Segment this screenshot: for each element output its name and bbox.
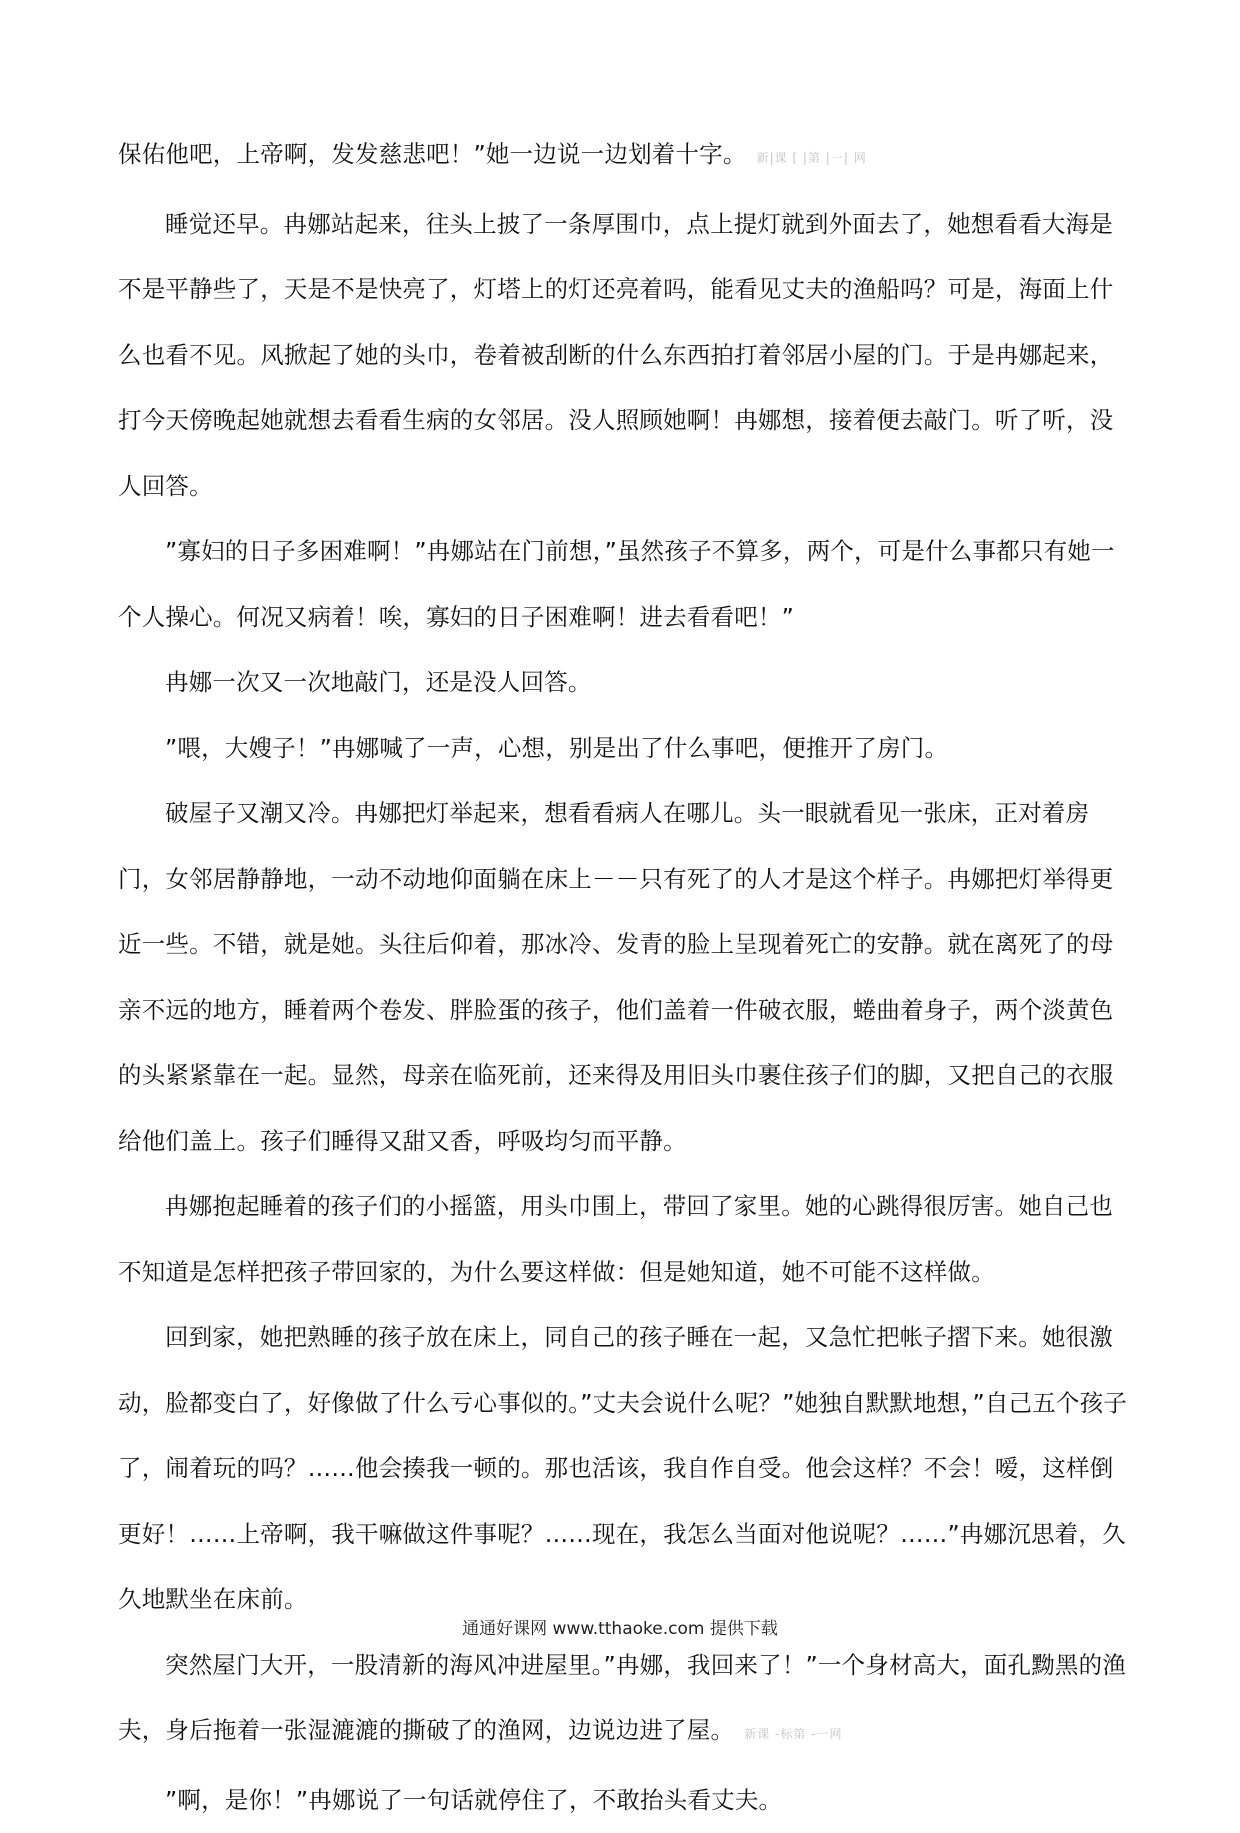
paragraph-9-text: 突然屋门大开，一股清新的海风冲进屋里。”冉娜，我回来了！”一个身材高大，面孔黝黑的渔夫，身后拖着一张湿漉漉的撕破了的渔网，边说边进了屋。 [118, 1651, 1126, 1745]
paragraph-4-text: 冉娜一次又一次地敲门，还是没人回答。 [165, 668, 592, 696]
paragraph-6 [118, 781, 1128, 1174]
paragraph-1 [118, 122, 1128, 192]
paragraph-4 [118, 650, 1128, 716]
paragraph-7-text: 冉娜抱起睡着的孩子们的小摇篮，用头巾围上，带回了家里。她的心跳得很厉害。她自己也不知道是怎样把孩子带回家的，为什么要这样做：但是她知道，她不可能不这样做。 [118, 1192, 1113, 1286]
paragraph-10 [118, 1768, 1128, 1833]
paragraph-2 [118, 192, 1128, 520]
paragraph-7 [118, 1174, 1128, 1305]
paragraph-2-text: 睡觉还早。冉娜站起来，往头上披了一条厚围巾，点上提灯就到外面去了，她想看看大海是不是平静些了，天是不是快亮了，灯塔上的灯还亮着吗，能看见丈夫的渔船吗？可是，海面上什么也看不见。风掀起了她的头巾，卷着被刮断的什么东西拍打着邻居小屋的门。于是冉娜起来，打今天傍晚起她就想去看看生病的女邻居。没人照顾她啊！冉娜想，接着便去敲门。听了听，没人回答。 [118, 210, 1113, 500]
paragraph-8-text: 回到家，她把熟睡的孩子放在床上，同自己的孩子睡在一起，又急忙把帐子摺下来。她很激动，脸都变白了，好像做了什么亏心事似的。”丈夫会说什么呢？”她独自默默地想，”自己五个孩子了，闹着玩的吗？……他会揍我一顿的。那也活该，我自作自受。他会这样？不会！嗳，这样倒更好！……上帝啊，我干嘛做这件事呢？……现在，我怎么当面对他说呢？……”冉娜沉思着，久久地默坐在床前。 [118, 1323, 1127, 1613]
watermark-text: 新|课 [ |第 |一| 网 [757, 151, 867, 165]
paragraph-5-text: ”喂，大嫂子！”冉娜喊了一声，心想，别是出了什么事吧，便推开了房门。 [165, 734, 948, 762]
paragraph-5 [118, 716, 1128, 782]
paragraph-3 [118, 519, 1128, 650]
page-footer: 通通好课网 www.tthaoke.com 提供下载 [0, 1614, 1240, 1639]
paragraph-1-text: 保佑他吧，上帝啊，发发慈悲吧！”她一边说一边划着十字。 [118, 140, 747, 168]
paragraph-10-text: ”啊，是你！”冉娜说了一句话就停住了，不敢抬头看丈夫。 [165, 1786, 782, 1814]
story-text [118, 122, 1128, 1833]
watermark-text: 新课 -标第 -一网 [744, 1727, 842, 1741]
paragraph-8 [118, 1305, 1128, 1633]
paragraph-6-text: 破屋子又潮又冷。冉娜把灯举起来，想看看病人在哪儿。头一眼就看见一张床，正对着房门，女邻居静静地，一动不动地仰面躺在床上－－只有死了的人才是这个样子。冉娜把灯举得更近一些。不错，就是她。头往后仰着，那冰冷、发青的脸上呈现着死亡的安静。就在离死了的母亲不远的地方，睡着两个卷发、胖脸蛋的孩子，他们盖着一件破衣服，蜷曲着身子，两个淡黄色的头紧紧靠在一起。显然，母亲在临死前，还来得及用旧头巾裹住孩子们的脚，又把自己的衣服给他们盖上。孩子们睡得又甜又香，呼吸均匀而平静。 [118, 799, 1113, 1155]
paragraph-3-text: ”寡妇的日子多困难啊！”冉娜站在门前想，”虽然孩子不算多，两个，可是什么事都只有她一个人操心。何况又病着！唉，寡妇的日子困难啊！进去看看吧！” [118, 537, 1115, 631]
paragraph-9 [118, 1633, 1128, 1768]
